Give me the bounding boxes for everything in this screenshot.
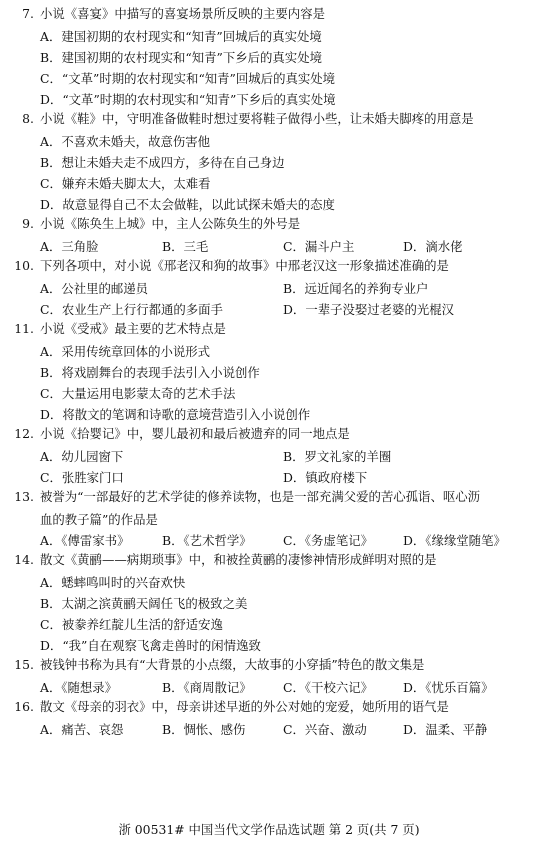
option-b: B．想让未婚夫走不成四方，多待在自己身边	[40, 155, 285, 170]
question-stem: 小说《鞋》中，守明准备做鞋时想过要将鞋子做得小些，让未婚夫脚疼的用意是	[40, 111, 474, 126]
option-a: A．痛苦、哀怨	[40, 722, 124, 737]
option-c: C．《务虚笔记》	[283, 533, 374, 548]
option-c: C．张胜家门口	[40, 470, 124, 485]
question-stem: 下列各项中，对小说《邢老汉和狗的故事》中邢老汉这一形象描述准确的是	[40, 258, 449, 273]
option-c: C．《干校六记》	[283, 680, 374, 695]
option-a: A．《傅雷家书》	[40, 533, 130, 548]
question-stem: 被钱钟书称为具有“大背景的小点缀，大故事的小穿插”特色的散文集是	[40, 657, 425, 672]
question-stem: 小说《陈奂生上城》中，主人公陈奂生的外号是	[40, 216, 301, 231]
question-stem: 被誉为“一部最好的艺术学徒的修养读物，也是一部充满父爱的苦心孤诣、呕心沥	[40, 489, 481, 504]
page-footer: 浙 00531# 中国当代文学作品选试题 第 2 页(共 7 页)	[118, 822, 420, 837]
question-number: 9.	[22, 216, 34, 231]
option-c: C．大量运用电影蒙太奇的艺术手法	[40, 386, 236, 401]
question-number: 10.	[14, 258, 34, 273]
question-number: 12.	[14, 426, 34, 441]
option-b: B．太湖之滨黄鹂天阔任飞的极致之美	[40, 596, 248, 611]
question-stem: 小说《拾婴记》中，婴儿最初和最后被遗弃的同一地点是	[40, 426, 350, 441]
option-b: B．惆怅、感伤	[162, 722, 246, 737]
option-c: C．“文革”时期的农村现实和“知青”回城后的真实处境	[40, 71, 336, 86]
option-a: A．不喜欢未婚夫，故意伤害他	[40, 134, 211, 149]
question-number: 7.	[22, 6, 34, 21]
question-number: 13.	[14, 489, 34, 504]
option-b: B．建国初期的农村现实和“知青”下乡后的真实处境	[40, 50, 322, 65]
option-d: D．一辈子没娶过老婆的光棍汉	[283, 302, 455, 317]
option-a: A．采用传统章回体的小说形式	[40, 344, 211, 359]
option-b: B．将戏剧舞台的表现手法引入小说创作	[40, 365, 260, 380]
option-d: D．“文革”时期的农村现实和“知青”下乡后的真实处境	[40, 92, 336, 107]
option-c: C．漏斗户主	[283, 239, 355, 254]
option-b: B．《商周散记》	[162, 680, 252, 695]
question-stem: 小说《受戒》最主要的艺术特点是	[40, 321, 226, 336]
option-d: D．将散文的笔调和诗歌的意境营造引入小说创作	[40, 407, 311, 422]
option-b: B．三毛	[162, 239, 209, 254]
question-number: 11.	[14, 321, 34, 336]
option-d: D．温柔、平静	[403, 722, 488, 737]
option-d: D．“我”自在观察飞禽走兽时的闲情逸致	[40, 638, 261, 653]
option-c: C．兴奋、激动	[283, 722, 367, 737]
option-b: B．《艺术哲学》	[162, 533, 252, 548]
option-a: A．公社里的邮递员	[40, 281, 149, 296]
question-stem-continued: 血的教子篇”的作品是	[40, 512, 158, 527]
option-a: A．幼儿园窗下	[40, 449, 124, 464]
option-c: C．农业生产上行行都通的多面手	[40, 302, 223, 317]
option-b: B．远近闻名的养狗专业户	[283, 281, 429, 296]
option-d: D．镇政府楼下	[283, 470, 368, 485]
question-stem: 散文《黄鹂——病期琐事》中，和被拴黄鹂的凄惨神情形成鲜明对照的是	[40, 552, 437, 567]
question-stem: 散文《母亲的羽衣》中，母亲讲述早逝的外公对她的宠爱，她所用的语气是	[40, 699, 449, 714]
question-number: 14.	[14, 552, 34, 567]
question-number: 16.	[14, 699, 34, 714]
option-a: A．三角脸	[40, 239, 99, 254]
question-stem: 小说《喜宴》中描写的喜宴场景所反映的主要内容是	[40, 6, 325, 21]
option-d: D．故意显得自己不太会做鞋，以此试探未婚夫的态度	[40, 197, 335, 212]
option-c: C．被豢养红靛儿生活的舒适安逸	[40, 617, 223, 632]
option-c: C．嫌弃未婚夫脚太大，太难看	[40, 176, 211, 191]
option-d: D．《缘缘堂随笔》	[403, 533, 506, 548]
option-a: A．建国初期的农村现实和“知青”回城后的真实处境	[40, 29, 322, 44]
option-a: A．蟋蟀鸣叫时的兴奋欢快	[40, 575, 186, 590]
option-d: D．《忧乐百篇》	[403, 680, 494, 695]
option-d: D．滴水佬	[403, 239, 463, 254]
option-a: A．《随想录》	[40, 680, 118, 695]
question-number: 15.	[14, 657, 34, 672]
question-number: 8.	[22, 111, 34, 126]
option-b: B．罗文礼家的羊圈	[283, 449, 392, 464]
